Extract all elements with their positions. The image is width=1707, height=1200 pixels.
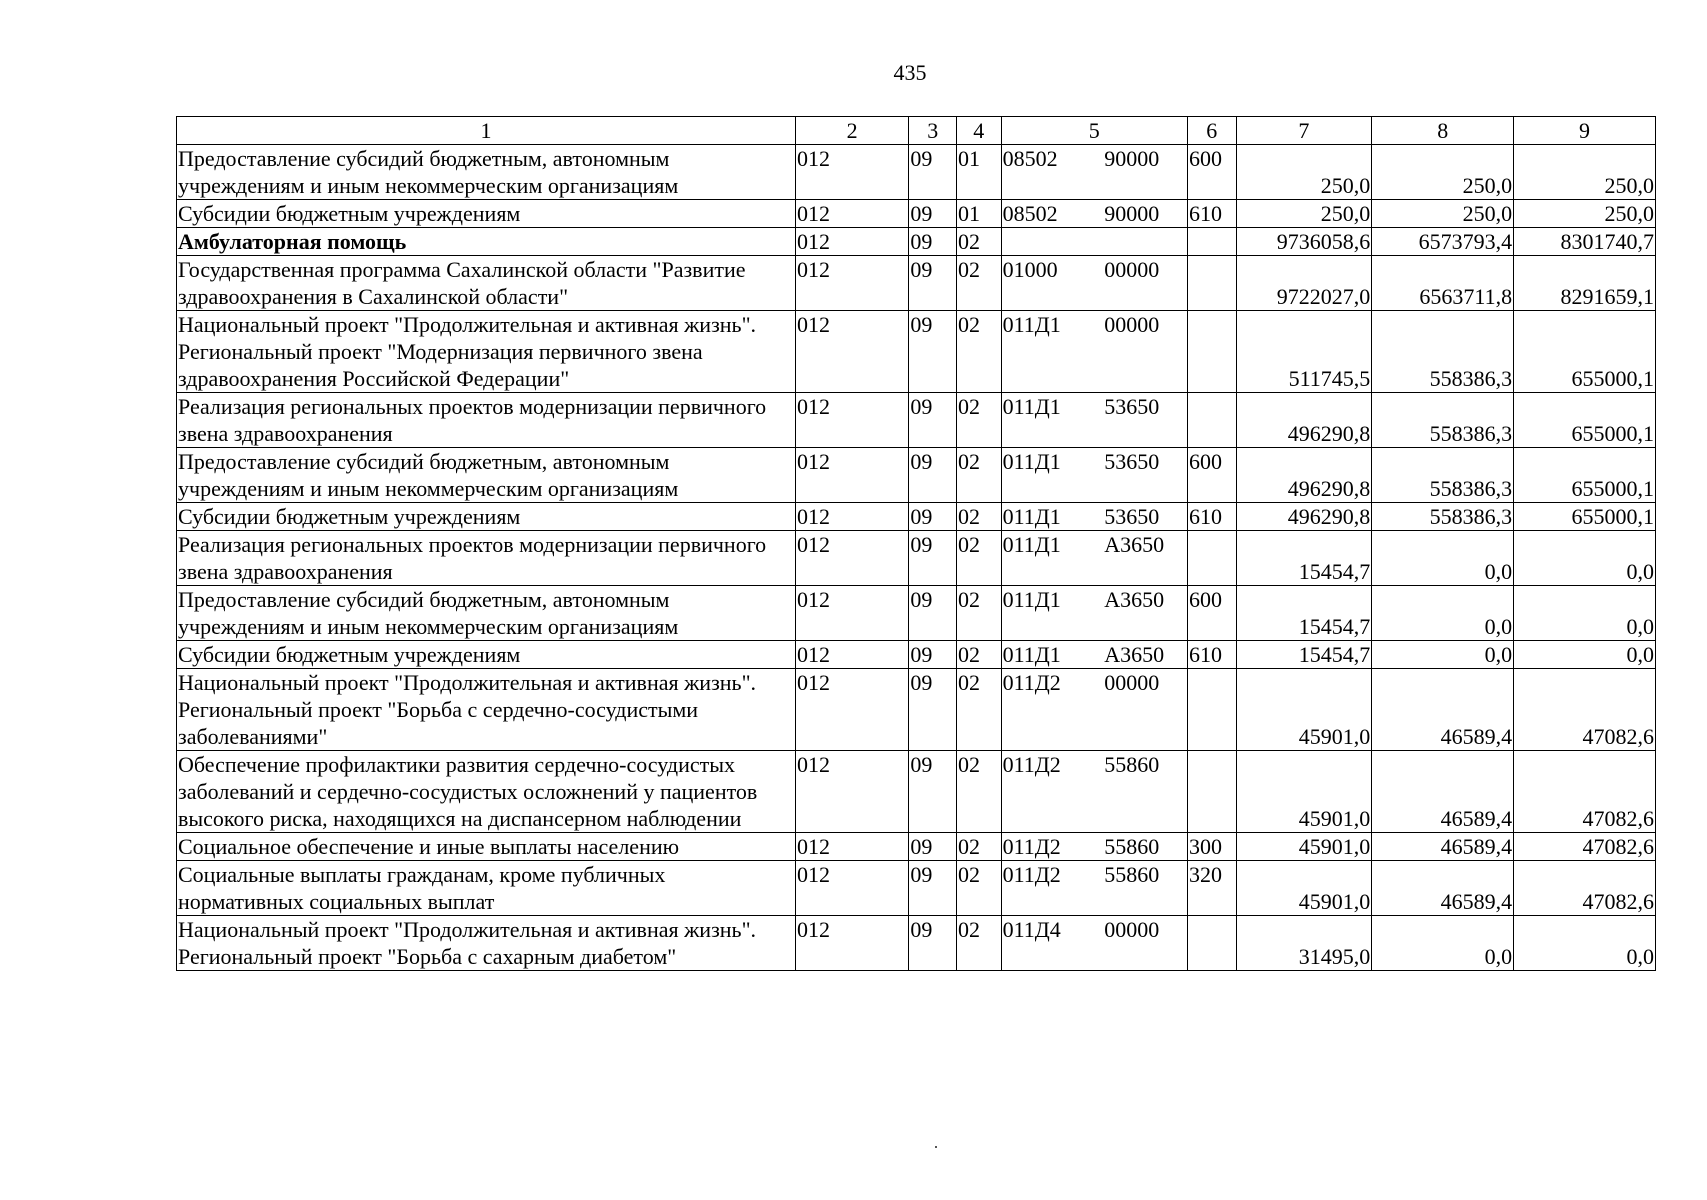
cell-v9: 655000,1 (1514, 393, 1656, 448)
cell-v9: 250,0 (1514, 200, 1656, 228)
cell-v8: 250,0 (1372, 145, 1514, 200)
cell-c3: 09 (909, 669, 957, 751)
table-row (177, 503, 1656, 531)
cell-c5a: 011Д1 (1001, 311, 1090, 393)
cell-v7: 15454,7 (1236, 586, 1372, 641)
cell-v7: 9736058,6 (1236, 228, 1372, 256)
cell-v9: 655000,1 (1514, 311, 1656, 393)
cell-v7: 45901,0 (1236, 861, 1372, 916)
cell-c3: 09 (909, 393, 957, 448)
cell-c6 (1187, 256, 1236, 311)
cell-v7: 496290,8 (1236, 448, 1372, 503)
cell-v7: 45901,0 (1236, 669, 1372, 751)
cell-v8: 6563711,8 (1372, 256, 1514, 311)
cell-c5a: 011Д1 (1001, 531, 1090, 586)
cell-c6: 610 (1187, 200, 1236, 228)
cell-c4: 02 (957, 311, 1002, 393)
cell-name: Национальный проект "Продолжительная и активная жизнь". Региональный проект "Борьба с сахарным диабетом" (177, 916, 796, 971)
table-row (177, 751, 1656, 833)
cell-v8: 0,0 (1372, 641, 1514, 669)
cell-name: Субсидии бюджетным учреждениям (177, 503, 796, 531)
cell-c5a: 08502 (1001, 200, 1090, 228)
cell-v8: 0,0 (1372, 531, 1514, 586)
cell-c3: 09 (909, 256, 957, 311)
table-row (177, 448, 1656, 503)
cell-v9: 8291659,1 (1514, 256, 1656, 311)
cell-c5a: 011Д2 (1001, 861, 1090, 916)
cell-v7: 250,0 (1236, 145, 1372, 200)
table-row (177, 861, 1656, 916)
cell-c5b: 00000 (1090, 669, 1187, 751)
cell-c5b: 53650 (1090, 503, 1187, 531)
cell-name: Социальные выплаты гражданам, кроме публичных нормативных социальных выплат (177, 861, 796, 916)
cell-c2: 012 (795, 393, 908, 448)
cell-v8: 558386,3 (1372, 503, 1514, 531)
cell-name: Обеспечение профилактики развития сердечно-сосудистых заболеваний и сердечно-сосудистых осложнений у пациентов высокого риска, находящихся на диспансерном наблюдении (177, 751, 796, 833)
cell-c4: 02 (957, 833, 1002, 861)
cell-c2: 012 (795, 861, 908, 916)
cell-c2: 012 (795, 669, 908, 751)
cell-c2: 012 (795, 228, 908, 256)
cell-c5a: 011Д2 (1001, 833, 1090, 861)
cell-c5b: 00000 (1090, 916, 1187, 971)
cell-c6: 610 (1187, 503, 1236, 531)
cell-c5b: 55860 (1090, 861, 1187, 916)
cell-name: Национальный проект "Продолжительная и активная жизнь". Региональный проект "Модернизация первичного звена здравоохранения Российской Федерации" (177, 311, 796, 393)
cell-c6: 600 (1187, 145, 1236, 200)
cell-c3: 09 (909, 641, 957, 669)
cell-c3: 09 (909, 861, 957, 916)
cell-c4: 02 (957, 751, 1002, 833)
cell-c6: 610 (1187, 641, 1236, 669)
cell-c5b: 00000 (1090, 311, 1187, 393)
cell-c5a: 011Д1 (1001, 448, 1090, 503)
cell-c5b: 53650 (1090, 393, 1187, 448)
cell-name: Предоставление субсидий бюджетным, автономным учреждениям и иным некоммерческим организациям (177, 586, 796, 641)
cell-c6: 320 (1187, 861, 1236, 916)
cell-c5b (1090, 228, 1187, 256)
cell-c5a: 08502 (1001, 145, 1090, 200)
cell-c5b: 55860 (1090, 751, 1187, 833)
cell-v7: 511745,5 (1236, 311, 1372, 393)
header-row (177, 117, 1656, 145)
cell-c4: 02 (957, 916, 1002, 971)
cell-v7: 45901,0 (1236, 833, 1372, 861)
table-row (177, 669, 1656, 751)
cell-v8: 46589,4 (1372, 833, 1514, 861)
cell-v8: 558386,3 (1372, 448, 1514, 503)
cell-v8: 0,0 (1372, 916, 1514, 971)
cell-c6 (1187, 228, 1236, 256)
cell-v9: 0,0 (1514, 531, 1656, 586)
cell-c2: 012 (795, 256, 908, 311)
cell-v7: 496290,8 (1236, 393, 1372, 448)
cell-v9: 655000,1 (1514, 503, 1656, 531)
cell-c5a: 011Д2 (1001, 669, 1090, 751)
cell-c6 (1187, 393, 1236, 448)
cell-name: Реализация региональных проектов модернизации первичного звена здравоохранения (177, 531, 796, 586)
cell-v7: 9722027,0 (1236, 256, 1372, 311)
cell-c4: 02 (957, 256, 1002, 311)
cell-v9: 0,0 (1514, 641, 1656, 669)
cell-v9: 655000,1 (1514, 448, 1656, 503)
cell-v9: 47082,6 (1514, 833, 1656, 861)
cell-v8: 558386,3 (1372, 311, 1514, 393)
table-row (177, 586, 1656, 641)
cell-v7: 250,0 (1236, 200, 1372, 228)
cell-c6 (1187, 669, 1236, 751)
cell-v9: 8301740,7 (1514, 228, 1656, 256)
cell-c4: 01 (957, 145, 1002, 200)
cell-c4: 02 (957, 669, 1002, 751)
header-cell: 4 (957, 117, 1002, 145)
cell-c4: 02 (957, 641, 1002, 669)
header-cell: 9 (1514, 117, 1656, 145)
table-row (177, 531, 1656, 586)
table-row (177, 833, 1656, 861)
page-number: 435 (893, 60, 927, 85)
cell-name: Государственная программа Сахалинской области "Развитие здравоохранения в Сахалинской области" (177, 256, 796, 311)
cell-c4: 02 (957, 228, 1002, 256)
cell-v7: 15454,7 (1236, 641, 1372, 669)
cell-name: Амбулаторная помощь (177, 228, 796, 256)
cell-c5b: 53650 (1090, 448, 1187, 503)
cell-c5a: 01000 (1001, 256, 1090, 311)
cell-c6 (1187, 531, 1236, 586)
cell-v7: 496290,8 (1236, 503, 1372, 531)
cell-c5b: 90000 (1090, 145, 1187, 200)
cell-v8: 0,0 (1372, 586, 1514, 641)
cell-c3: 09 (909, 503, 957, 531)
cell-c3: 09 (909, 751, 957, 833)
cell-c4: 01 (957, 200, 1002, 228)
cell-v9: 250,0 (1514, 145, 1656, 200)
cell-c2: 012 (795, 586, 908, 641)
cell-v7: 31495,0 (1236, 916, 1372, 971)
cell-v8: 46589,4 (1372, 669, 1514, 751)
cell-v8: 6573793,4 (1372, 228, 1514, 256)
cell-v8: 558386,3 (1372, 393, 1514, 448)
cell-c4: 02 (957, 448, 1002, 503)
cell-c6 (1187, 916, 1236, 971)
cell-c5b: А3650 (1090, 531, 1187, 586)
cell-c2: 012 (795, 145, 908, 200)
cell-c2: 012 (795, 200, 908, 228)
cell-c3: 09 (909, 200, 957, 228)
header-cell: 2 (795, 117, 908, 145)
cell-c3: 09 (909, 311, 957, 393)
header-cell: 7 (1236, 117, 1372, 145)
cell-name: Реализация региональных проектов модернизации первичного звена здравоохранения (177, 393, 796, 448)
cell-c5a: 011Д2 (1001, 751, 1090, 833)
cell-v9: 47082,6 (1514, 861, 1656, 916)
cell-c2: 012 (795, 311, 908, 393)
cell-c3: 09 (909, 448, 957, 503)
table-row (177, 641, 1656, 669)
cell-v9: 47082,6 (1514, 669, 1656, 751)
cell-c3: 09 (909, 531, 957, 586)
cell-c2: 012 (795, 641, 908, 669)
cell-c4: 02 (957, 586, 1002, 641)
cell-c2: 012 (795, 531, 908, 586)
cell-v9: 0,0 (1514, 586, 1656, 641)
cell-c3: 09 (909, 833, 957, 861)
table-row (177, 916, 1656, 971)
table-body (177, 145, 1656, 971)
cell-c2: 012 (795, 833, 908, 861)
cell-c4: 02 (957, 503, 1002, 531)
cell-c2: 012 (795, 448, 908, 503)
cell-c3: 09 (909, 228, 957, 256)
cell-c6 (1187, 751, 1236, 833)
table-row (177, 311, 1656, 393)
header-cell: 6 (1187, 117, 1236, 145)
table-row (177, 228, 1656, 256)
cell-name: Национальный проект "Продолжительная и активная жизнь". Региональный проект "Борьба с сердечно-сосудистыми заболеваниями" (177, 669, 796, 751)
cell-c6: 300 (1187, 833, 1236, 861)
table-row (177, 256, 1656, 311)
cell-v9: 0,0 (1514, 916, 1656, 971)
cell-name: Социальное обеспечение и иные выплаты населению (177, 833, 796, 861)
cell-c3: 09 (909, 145, 957, 200)
cell-v7: 45901,0 (1236, 751, 1372, 833)
cell-c5a: 011Д1 (1001, 641, 1090, 669)
cell-c5b: А3650 (1090, 641, 1187, 669)
cell-name: Субсидии бюджетным учреждениям (177, 641, 796, 669)
header-cell: 5 (1001, 117, 1187, 145)
cell-c4: 02 (957, 861, 1002, 916)
header-cell: 1 (177, 117, 796, 145)
cell-c6 (1187, 311, 1236, 393)
cell-v7: 15454,7 (1236, 531, 1372, 586)
table-row (177, 145, 1656, 200)
cell-c5a: 011Д4 (1001, 916, 1090, 971)
header-cell: 3 (909, 117, 957, 145)
cell-name: Субсидии бюджетным учреждениям (177, 200, 796, 228)
cell-c5b: 90000 (1090, 200, 1187, 228)
cell-c5a (1001, 228, 1090, 256)
scan-speck (935, 1146, 937, 1148)
cell-name: Предоставление субсидий бюджетным, автономным учреждениям и иным некоммерческим организациям (177, 448, 796, 503)
cell-c4: 02 (957, 393, 1002, 448)
cell-v8: 250,0 (1372, 200, 1514, 228)
cell-c2: 012 (795, 751, 908, 833)
cell-c5b: А3650 (1090, 586, 1187, 641)
cell-v9: 47082,6 (1514, 751, 1656, 833)
budget-table (176, 116, 1656, 971)
cell-c5b: 00000 (1090, 256, 1187, 311)
cell-c5a: 011Д1 (1001, 503, 1090, 531)
cell-c6: 600 (1187, 586, 1236, 641)
cell-v8: 46589,4 (1372, 751, 1514, 833)
cell-c5a: 011Д1 (1001, 393, 1090, 448)
cell-c2: 012 (795, 503, 908, 531)
table-row (177, 200, 1656, 228)
cell-c5b: 55860 (1090, 833, 1187, 861)
cell-c6: 600 (1187, 448, 1236, 503)
cell-c5a: 011Д1 (1001, 586, 1090, 641)
cell-name: Предоставление субсидий бюджетным, автономным учреждениям и иным некоммерческим организациям (177, 145, 796, 200)
cell-v8: 46589,4 (1372, 861, 1514, 916)
header-cell: 8 (1372, 117, 1514, 145)
cell-c3: 09 (909, 586, 957, 641)
cell-c2: 012 (795, 916, 908, 971)
cell-c4: 02 (957, 531, 1002, 586)
cell-c3: 09 (909, 916, 957, 971)
table-row (177, 393, 1656, 448)
